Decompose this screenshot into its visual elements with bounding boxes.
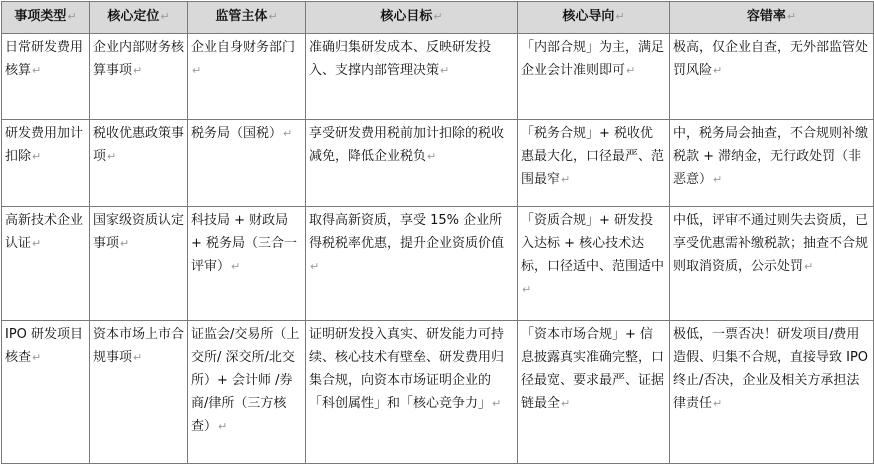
table-cell: 税务局（国税）↵: [188, 120, 306, 207]
paragraph-mark-icon: ↵: [133, 64, 143, 77]
paragraph-mark-icon: ↵: [107, 150, 117, 163]
header-cell-orientation: 核心导向↵: [518, 2, 670, 34]
paragraph-mark-icon: ↵: [32, 64, 42, 77]
table-cell: 极低，一票否决！研发项目/费用造假、归集不合规，直接导致 IPO 终止/否决，企业及相关方承担法律责任↵: [670, 321, 874, 464]
paragraph-mark-icon: ↵: [120, 237, 130, 250]
header-cell-positioning: 核心定位↵: [90, 2, 188, 34]
table-row: [2, 120, 874, 207]
paragraph-mark-icon: ↵: [615, 10, 625, 23]
header-row: [2, 2, 874, 34]
header-cell-tolerance: 容错率↵: [670, 2, 874, 34]
paragraph-mark-icon: ↵: [804, 260, 814, 273]
table-cell: 享受研发费用税前加计扣除的税收减免，降低企业税负↵: [306, 120, 518, 207]
table-cell: 中，税务局会抽查，不合规则补缴税款 + 滞纳金，无行政处罚（非恶意）↵: [670, 120, 874, 207]
paragraph-mark-icon: ↵: [32, 150, 42, 163]
paragraph-mark-icon: ↵: [561, 397, 571, 410]
table-cell: 「税务合规」+ 税收优惠最大化，口径最严、范围最窄↵: [518, 120, 670, 207]
paragraph-mark-icon: ↵: [433, 10, 443, 23]
paragraph-mark-icon: ↵: [192, 64, 202, 77]
table-cell: 企业内部财务核算事项↵: [90, 34, 188, 120]
paragraph-mark-icon: ↵: [67, 10, 77, 23]
paragraph-mark-icon: ↵: [713, 173, 723, 186]
table-cell: 取得高新资质，享受 15% 企业所得税税率优惠，提升企业资质价值↵: [306, 207, 518, 321]
paragraph-mark-icon: ↵: [268, 10, 278, 23]
table-row: [2, 34, 874, 120]
header-cell-goal: 核心目标↵: [306, 2, 518, 34]
paragraph-mark-icon: ↵: [218, 420, 228, 433]
paragraph-mark-icon: ↵: [32, 237, 42, 250]
paragraph-mark-icon: ↵: [283, 127, 293, 140]
table-cell: 资本市场上市合规事项↵: [90, 321, 188, 464]
paragraph-mark-icon: ↵: [32, 351, 42, 364]
table-cell: 企业自身财务部门↵: [188, 34, 306, 120]
comparison-table: [1, 1, 874, 464]
table-cell: 证监会/交易所（上交所/ 深交所/北交所）+ 会计师 /券商/律所（三方核查）↵: [188, 321, 306, 464]
header-cell-regulator: 监管主体↵: [188, 2, 306, 34]
table-cell: 证明研发投入真实、研发能力可持续、核心技术有壁垒、研发费用归集合规，向资本市场证明企业的「科创属性」和「核心竞争力」↵: [306, 321, 518, 464]
paragraph-mark-icon: ↵: [310, 260, 320, 273]
paragraph-mark-icon: ↵: [231, 260, 241, 273]
table-row: [2, 321, 874, 464]
table-cell: 国家级资质认定事项↵: [90, 207, 188, 321]
table-cell: 科技局 + 财政局 + 税务局（三合一评审）↵: [188, 207, 306, 321]
paragraph-mark-icon: ↵: [561, 173, 571, 186]
table-cell: 高新技术企业认证↵: [2, 207, 90, 321]
paragraph-mark-icon: ↵: [133, 351, 143, 364]
header-cell-type: 事项类型↵: [2, 2, 90, 34]
document-page: [0, 1, 874, 476]
paragraph-mark-icon: ↵: [626, 64, 636, 77]
paragraph-mark-icon: ↵: [713, 64, 723, 77]
paragraph-mark-icon: ↵: [160, 10, 170, 23]
table-cell: 极高，仅企业自查，无外部监管处罚风险↵: [670, 34, 874, 120]
table-cell: IPO 研发项目核查↵: [2, 321, 90, 464]
table-cell: 「内部合规」为主，满足企业会计准则即可↵: [518, 34, 670, 120]
table-cell: 税收优惠政策事项↵: [90, 120, 188, 207]
paragraph-mark-icon: ↵: [713, 397, 723, 410]
table-row: [2, 207, 874, 321]
table-cell: 中低，评审不通过则失去资质，已享受优惠需补缴税款；抽查不合规则取消资质，公示处罚↵: [670, 207, 874, 321]
paragraph-mark-icon: ↵: [492, 397, 502, 410]
paragraph-mark-icon: ↵: [522, 283, 532, 296]
paragraph-mark-icon: ↵: [786, 10, 797, 23]
paragraph-mark-icon: ↵: [427, 150, 437, 163]
paragraph-mark-icon: ↵: [440, 64, 450, 77]
table-cell: 「资质合规」+ 研发投入达标 + 核心技术达标，口径适中、范围适中↵: [518, 207, 670, 321]
table-cell: 「资本市场合规」+ 信息披露真实准确完整，口径最宽、要求最严、证据链最全↵: [518, 321, 670, 464]
table-cell: 准确归集研发成本、反映研发投入、支撑内部管理决策↵: [306, 34, 518, 120]
table-cell: 日常研发费用核算↵: [2, 34, 90, 120]
table-cell: 研发费用加计扣除↵: [2, 120, 90, 207]
